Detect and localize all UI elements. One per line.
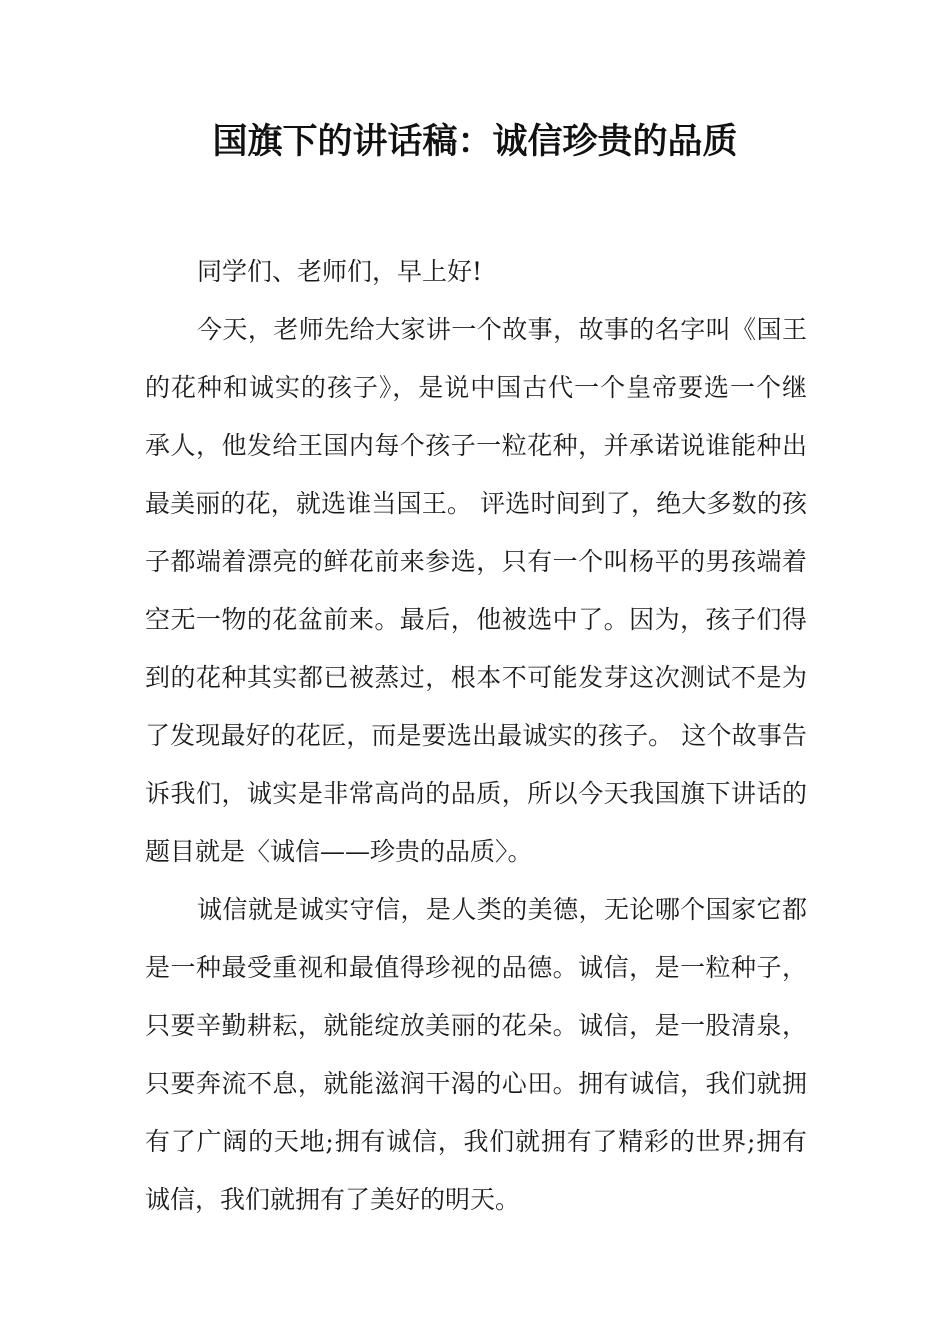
- paragraph-story: 今天，老师先给大家讲一个故事，故事的名字叫《国王的花种和诚实的孩子》，是说中国古代一个皇帝要选一个继承人，他发给王国内每个孩子一粒花种，并承诺说谁能种出最美丽的花，就选谁当国王。 评选时间到了，绝大多数的孩子都端着漂亮的鲜花前来参选，只有一个叫杨平的男孩端着空无一物的花盆前来。最后，他被选中了。因为，孩子们得到的花种其实都已被蒸过，根本不可能发芽这次测试不是为了发现最好的花匠，而是要选出最诚实的孩子。 这个故事告诉我们，诚实是非常高尚的品质，所以今天我国旗下讲话的题目就是〈诚信——珍贵的品质〉。: [145, 315, 807, 866]
- paragraph-greeting: 同学们、老师们，早上好!: [197, 257, 483, 286]
- document-body: [145, 243, 807, 1229]
- paragraph-integrity: 诚信就是诚实守信，是人类的美德，无论哪个国家它都是一种最受重视和最值得珍视的品德。诚信，是一粒种子，只要辛勤耕耘，就能绽放美丽的花朵。诚信，是一股清泉，只要奔流不息，就能滋润干渴的心田。拥有诚信，我们就拥有了广阔的天地;拥有诚信，我们就拥有了精彩的世界;拥有诚信，我们就拥有了美好的明天。: [145, 895, 807, 1214]
- page-title: 国旗下的讲话稿：诚信珍贵的品质: [212, 122, 738, 162]
